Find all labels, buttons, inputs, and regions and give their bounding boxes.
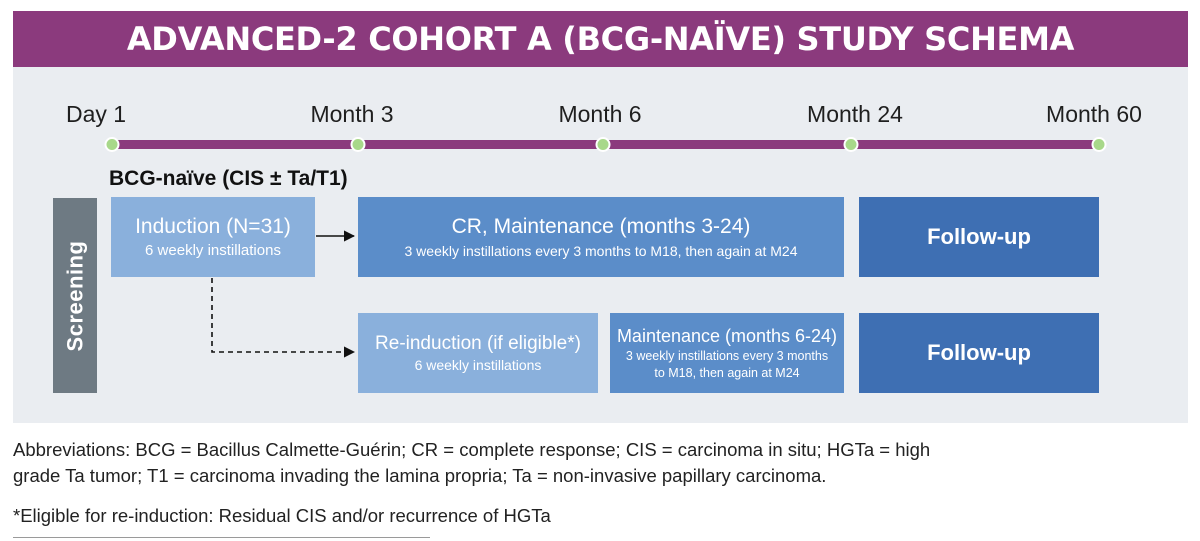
eligibility-footnote: *Eligible for re-induction: Residual CIS and/or recurrence of HGTa — [13, 505, 551, 526]
reinduction-title: Re-induction (if eligible*) — [375, 332, 581, 354]
abbreviations-note — [13, 437, 930, 490]
maintenance-6-24-title: Maintenance (months 6-24) — [616, 325, 838, 346]
reinduction-subtitle: 6 weekly instillations — [414, 357, 542, 374]
cr-maintenance-box — [358, 197, 844, 277]
cr-maintenance-subtitle: 3 weekly instillations every 3 months to M18, then again at M24 — [404, 242, 798, 259]
screening-label: Screening — [62, 240, 87, 351]
induction-subtitle: 6 weekly instillations — [145, 241, 281, 259]
timeline-label-month-24: Month 24 — [807, 101, 903, 127]
timeline-dot-month-24 — [844, 137, 859, 152]
timeline-label-month-3: Month 3 — [310, 101, 394, 127]
followup-top-title: Follow-up — [927, 224, 1031, 250]
abbreviations-line2: grade Ta tumor; T1 = carcinoma invading the lamina propria; Ta = non-invasive papillary carcinoma. — [13, 465, 827, 487]
followup-bottom-box — [859, 313, 1099, 393]
timeline-label-day-1: Day 1 — [65, 101, 127, 127]
induction-box — [111, 197, 315, 277]
screening-bar — [53, 198, 97, 393]
diagram-title: ADVANCED-2 COHORT A (BCG-NAÏVE) STUDY SCHEMA — [13, 11, 1188, 67]
timeline-dot-month-60 — [1092, 137, 1107, 152]
timeline-label-month-6: Month 6 — [558, 101, 642, 127]
induction-title: Induction (N=31) — [135, 214, 291, 238]
maintenance-6-24-box — [610, 313, 844, 393]
cohort-label: BCG-naïve (CIS ± Ta/T1) — [109, 167, 348, 190]
followup-bottom-title: Follow-up — [927, 340, 1031, 366]
reinduction-box — [358, 313, 598, 393]
timeline-dot-day-1 — [105, 137, 120, 152]
timeline-label-month-60: Month 60 — [1046, 101, 1142, 127]
cr-maintenance-title: CR, Maintenance (months 3-24) — [451, 215, 751, 239]
bottom-rule — [13, 537, 430, 538]
maintenance-6-24-subtitle-line2: to M18, then again at M24 — [654, 365, 800, 380]
abbreviations-line1: Abbreviations: BCG = Bacillus Calmette-Guérin; CR = complete response; CIS = carcinoma in situ; HGTa = high — [13, 439, 931, 460]
timeline-dot-month-3 — [351, 137, 366, 152]
maintenance-6-24-subtitle-line1: 3 weekly instillations every 3 months — [625, 349, 829, 364]
timeline-dot-month-6 — [596, 137, 611, 152]
followup-top-box — [859, 197, 1099, 277]
